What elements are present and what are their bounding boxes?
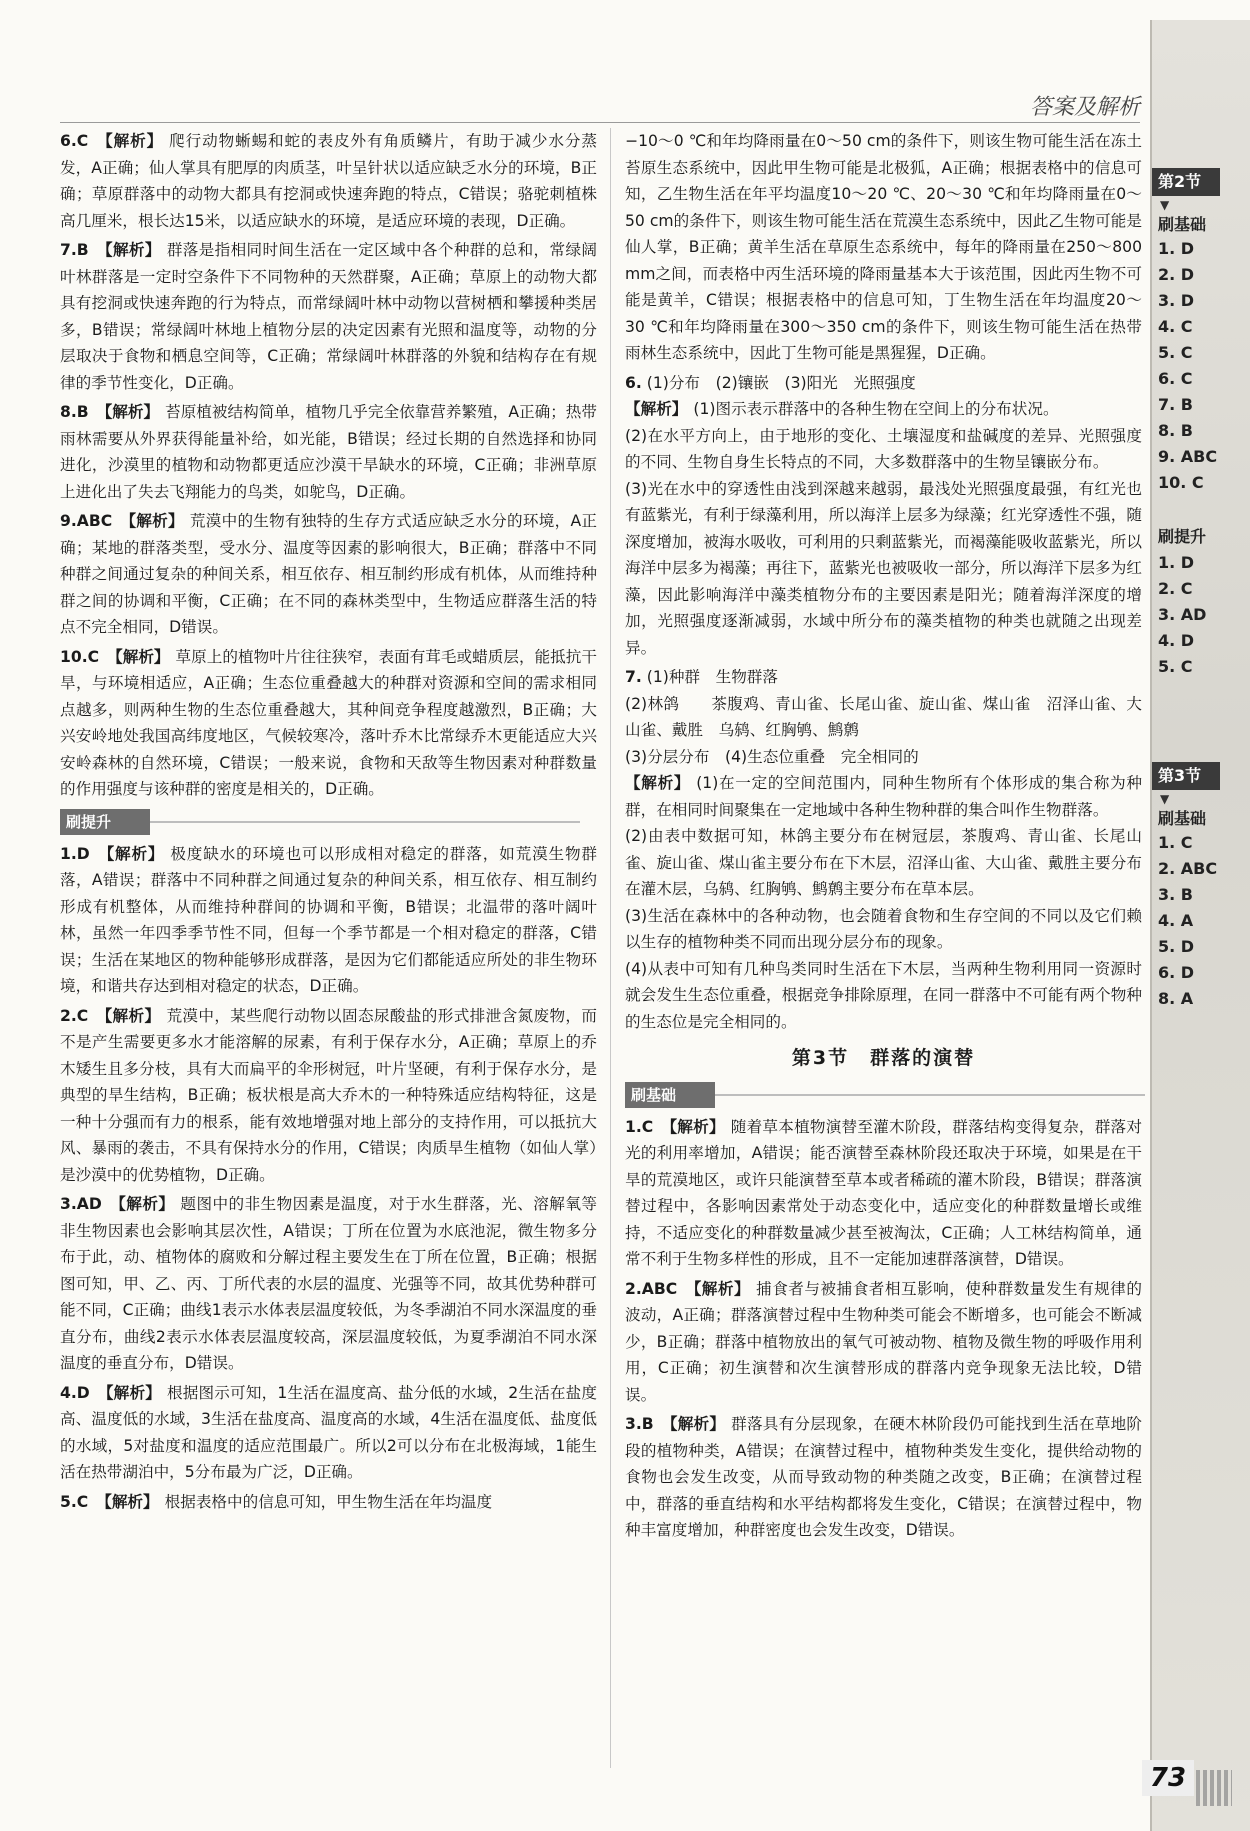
sidebar-answer: 5. C xyxy=(1158,657,1193,676)
analysis-text: 题图中的非生物因素是温度，对于水生群落，光、溶解氧等非生物因素也会影响其层次性，A错误；丁所在位置为水底池泥，微生物多分布于此，动、植物体的腐败和分解过程主要发生在丁所在位置，B正确；根据图可知，甲、乙、丙、丁所代表的水层的温度、光强等不同，故其优势种群可能不同，C正确；曲线1表示水体表层温度较低，为冬季湖泊不同水深温度的垂直分布，曲线2表示水体表层温度较高，深层温度较低，为夏季湖泊不同水深温度的垂直分布，D错误。 xyxy=(60,1195,597,1372)
left-column xyxy=(60,128,597,1518)
page-number: 73 xyxy=(1142,1760,1194,1796)
answer-value: (1)分布 (2)镶嵌 (3)阳光 光照强度 xyxy=(646,373,916,392)
answer-value: B xyxy=(641,1415,654,1433)
answer-value: (3)分层分布 (4)生态位重叠 完全相同的 xyxy=(625,747,919,766)
left-answer-list xyxy=(60,128,597,803)
analysis-text: 捕食者与被捕食者相互影响，使种群数量发生有规律的波动，A正确；群落演替过程中生物种类可能会不断增多，也可能会不断减少，B正确；群落中植物放出的氧气可被动物、植物及微生物的呼吸作用利用，C正确；初生演替和次生演替形成的群落内竞争现象无法比较，D错误。 xyxy=(625,1279,1142,1404)
analysis-tag: 【解析】 xyxy=(96,1492,159,1511)
answer-item xyxy=(60,237,597,396)
sidebar-basic-answers xyxy=(1158,830,1217,1012)
left-answer-list-2 xyxy=(60,841,597,1516)
analysis-text: 荒漠中，某些爬行动物以固态尿酸盐的形式排泄含氮废物，而不是产生需要更多水才能溶解的尿素，有利于保存水分，A正确；草原上的乔木矮生且多分枝，具有大而扁平的伞形树冠，叶片坚硬，有利于保存水分，是典型的旱生结构，B正确；板状根是高大乔木的一种特殊适应结构特征，这是一种十分强而有力的根系，能有效地增强对地上部分的支持作用，可以抵抗大风、暴雨的袭击，不具有保持水分的作用，C错误；肉质旱生植物（如仙人掌）是沙漠中的优势植物，D正确。 xyxy=(60,1006,597,1184)
analysis-tag: 【解析】 xyxy=(96,132,164,150)
sidebar-answer: 7. B xyxy=(1158,395,1193,414)
answer-value: C xyxy=(87,647,100,666)
analysis-tag: 【解析】 xyxy=(661,1117,725,1136)
answer-item xyxy=(60,1191,597,1377)
answer-item xyxy=(60,644,597,803)
analysis-tag: 【解析】 xyxy=(109,1195,175,1213)
analysis-text: (1)在一定的空间范围内，同种生物所有个体形成的集合称为种群，在相同时间聚集在一定地域中各种生物种群的集合叫作生物群落。 xyxy=(625,774,1142,819)
analysis-tag: 【解析】 xyxy=(96,1006,161,1025)
analysis-text: (2)在水平方向上，由于地形的变化、土壤湿度和盐碱度的差异、光照强度的不同、生物自身生长特点的不同，大多数群落中的生物呈镶嵌分布。 xyxy=(625,426,1142,471)
answer-number: 1. xyxy=(625,1117,642,1136)
answer-item xyxy=(60,128,597,234)
sidebar-answer: 1. D xyxy=(1158,553,1195,572)
sidebar-answer: 1. C xyxy=(1158,833,1193,852)
answer-number: 7. xyxy=(625,668,642,686)
down-arrow-icon: ▼ xyxy=(1160,792,1170,806)
answer-number: 7. xyxy=(60,241,77,259)
sidebar-tab-section-3: 第3节 xyxy=(1152,762,1220,790)
sidebar-answer: 6. C xyxy=(1158,369,1193,388)
answer-number: 8. xyxy=(60,403,77,421)
sidebar-basic-label: 刷基础 xyxy=(1158,215,1207,234)
answer-number: 3. xyxy=(625,1415,642,1433)
sidebar-answer: 5. D xyxy=(1158,937,1195,956)
answer-value: D xyxy=(76,844,90,863)
sidebar-answer: 3. AD xyxy=(1158,605,1207,624)
analysis-tag: 【解析】 xyxy=(120,512,184,530)
section-label-shua-tisheng: 刷提升 xyxy=(60,809,150,835)
sidebar-basic-label: 刷基础 xyxy=(1158,809,1207,828)
answer-number: 4. xyxy=(60,1383,77,1402)
sidebar-answer: 8. A xyxy=(1158,989,1194,1008)
analysis-text: 苔原植被结构简单，植物几乎完全依靠营养繁殖，A正确；热带雨林需要从外界获得能量补给，如光能，B错误；经过长期的自然选择和协同进化，沙漠里的植物和动物都更适应沙漠干旱缺水的环境，C正确；非洲草原上进化出了失去飞翔能力的鸟类，如鸵鸟，D正确。 xyxy=(60,403,597,501)
answer-item xyxy=(625,1114,1142,1273)
answer-item xyxy=(60,1003,597,1189)
sidebar-answer: 4. C xyxy=(1158,317,1193,336)
analysis-tag: 【解析】 xyxy=(625,774,691,792)
answer-number: 2. xyxy=(625,1279,642,1298)
right-answer-list xyxy=(625,1114,1142,1544)
sidebar-answer: 9. ABC xyxy=(1158,447,1218,466)
answer-value: B xyxy=(76,241,89,259)
answer-number: 6. xyxy=(625,373,642,392)
sidebar-up-answers xyxy=(1158,550,1206,680)
answer-item xyxy=(60,508,597,641)
answer-value: C xyxy=(76,1006,89,1025)
down-arrow-icon: ▼ xyxy=(1160,198,1170,212)
column-divider xyxy=(610,128,611,1768)
answer-item xyxy=(625,1276,1142,1409)
analysis-text: 群落是指相同时间生活在一定区域中各个种群的总和，常绿阔叶林群落是一定时空条件下不同物种的天然群聚，A正确；草原上的动物大都具有挖洞或快速奔跑的行为特点，而常绿阔叶林中动物以营树栖和攀援种类居多，B错误；常绿阔叶林地上植物分层的决定因素有光照和温度等，动物的分层取决于食物和栖息空间等，C正确；常绿阔叶林群落的外貌和结构存在有规律的季节性变化，D正确。 xyxy=(60,241,597,392)
header-title: 答案及解析 xyxy=(1029,95,1140,120)
analysis-text: 根据图示可知，1生活在温度高、盐分低的水域，2生活在盐度高、温度低的水域，3生活在盐度高、温度高的水域，4生活在温度低、盐度低的水域，5对盐度和温度的适应范围最广。所以2可以分布在北极海域，1能生活在热带湖泊中，5分布最为广泛，D正确。 xyxy=(60,1383,597,1481)
chapter-title: 第3节 群落的演替 xyxy=(791,1047,976,1069)
answer-item xyxy=(60,1380,597,1486)
sidebar-answer: 4. D xyxy=(1158,631,1195,650)
sidebar-answer: 2. ABC xyxy=(1158,859,1218,878)
analysis-text: 荒漠中的生物有独特的生存方式适应缺乏水分的环境，A正确；某地的群落类型，受水分、温度等因素的影响很大，B正确；群落中不同种群之间通过复杂的种间关系，相互依存、相互制约形成有机体，从而维持种群之间的协调和平衡，C正确；在不同的森林类型中，生物适应群落生活的特点不完全相同，D错误。 xyxy=(60,512,597,636)
decorative-dots xyxy=(1196,1770,1232,1806)
analysis-text: 草原上的植物叶片往往狭窄，表面有茸毛或蜡质层，能抵抗干旱，与环境相适应，A正确；生态位重叠越大的种群对资源和空间的需求相同点越多，则两种生物的生态位重叠越大，其种间竞争程度越激烈，B正确；大兴安岭地处我国高纬度地区，气候较寒冷，落叶乔木比常绿乔木更能适应大兴安岭森林的自然环境，C错误；一般来说，食物和天敌等生物因素对种群数量的作用强度与该种群的密度是相关的，D正确。 xyxy=(60,647,597,798)
answer-number: 9. xyxy=(60,512,77,530)
sidebar-answer: 2. C xyxy=(1158,579,1193,598)
sidebar-answer: 5. C xyxy=(1158,343,1193,362)
analysis-tag: 【解析】 xyxy=(97,1383,161,1402)
answer-number: 1. xyxy=(60,844,77,863)
sidebar-answer: 4. A xyxy=(1158,911,1194,930)
answer-value: ABC xyxy=(641,1279,678,1298)
analysis-text: 群落具有分层现象，在硬木林阶段仍可能找到生活在草地阶段的植物种类，A错误；在演替过程中，植物种类发生变化，提供给动物的食物也会发生改变，从而导致动物的种类随之改变，B正确；在演替过程中，群落的垂直结构和水平结构都将发生变化，C错误；在演替过程中，物种丰富度增加，种群密度也会发生改变，D错误。 xyxy=(625,1415,1142,1539)
answer-number: 2. xyxy=(60,1006,77,1025)
answer-value: D xyxy=(76,1383,90,1402)
analysis-text: (3)光在水中的穿透性由浅到深越来越弱，最浅处光照强度最强，有红光也有蓝紫光，有利于绿藻利用，所以海洋上层多为绿藻；红光穿透性不强，随深度增加，被海水吸收，可利用的只剩蓝紫光，而褐藻能吸收蓝紫光，所以海洋中层多为褐藻；再往下，蓝紫光也被吸收一部分，所以海洋下层多为红藻，因此影响海洋中藻类植物分布的主要因素是阳光；随着海洋深度的增加，光照强度逐渐减弱，水域中所分布的藻类植物的种类也就随之出现差异。 xyxy=(625,479,1142,657)
analysis-text: (2)由表中数据可知，林鸽主要分布在树冠层，茶腹鸡、青山雀、长尾山雀、旋山雀、煤山雀主要分布在下木层，沼泽山雀、大山雀、戴胜主要分布在灌木层，乌鸫、红胸鸲、鹪鹩主要分布在草本层。 xyxy=(625,827,1142,898)
sidebar-answer: 3. D xyxy=(1158,291,1195,310)
analysis-tag: 【解析】 xyxy=(661,1415,726,1433)
analysis-tag: 【解析】 xyxy=(685,1279,751,1298)
answer-item xyxy=(60,841,597,1000)
answer-6 xyxy=(625,370,1142,662)
analysis-text: 随着草本植物演替至灌木阶段，群落结构变得复杂，群落对光的利用率增加，A错误；能否演替至森林阶段还取决于环境，如果是在干旱的荒漠地区，或许只能演替至草本或者稀疏的灌木阶段，B错误；群落演替过程中，各影响因素常处于动态变化中，适应变化的种群数量增长或维持，不适应变化的种群数量减少甚至被淘汰，C正确；人工林结构简单，通常不利于生物多样性的形成，且不一定能加速群落演替，D错误。 xyxy=(625,1117,1142,1268)
analysis-tag: 【解析】 xyxy=(97,844,165,863)
answer-value: B xyxy=(76,403,89,421)
answer-value: C xyxy=(76,1492,89,1511)
page-header xyxy=(60,88,1140,123)
analysis-tag: 【解析】 xyxy=(107,647,170,666)
answer-number: 3. xyxy=(60,1195,77,1213)
answer-value: C xyxy=(76,132,89,150)
sidebar-answer: 2. D xyxy=(1158,265,1195,284)
analysis-text: (3)生活在森林中的各种动物，也会随着食物和生存空间的不同以及它们赖以生存的植物种类不同而出现分层分布的现象。 xyxy=(625,906,1142,951)
answer-number: 5. xyxy=(60,1492,77,1511)
analysis-text: 根据表格中的信息可知，甲生物生活在年均温度 xyxy=(164,1492,493,1511)
answer-7 xyxy=(625,664,1142,1035)
answer-value: C xyxy=(641,1117,654,1136)
answer-value: AD xyxy=(76,1195,102,1213)
continued-answer-5: −10～0 ℃和年均降雨量在0～50 cm的条件下，则该生物可能生活在冻土苔原生态系统中，因此甲生物可能是北极狐，A正确；根据表格中的信息可知，乙生物生活在年平均温度10～20 ℃、20～30 ℃和年均降雨量在0～50 cm的条件下，则该生物可能生活在荒漠生态系统中，因此乙生物可能是仙人掌，B正确；黄羊生活在草原生态系统中，每年的降雨量在250～800 mm之间，而表格中丙生活环境的降雨量基本大于该范围，因此丙生物不可能是黄羊，C错误；根据表格中的信息可知，丁生物生活在年均温度20～30 ℃和年均降雨量在300～350 cm的条件下，则该生物可能生活在热带雨林生态系统中，因此丁生物可能是黑猩猩，D正确。 xyxy=(625,132,1142,362)
analysis-tag: 【解析】 xyxy=(96,403,160,421)
answer-item xyxy=(625,1411,1142,1544)
analysis-tag: 【解析】 xyxy=(625,400,688,418)
sidebar-basic-answers xyxy=(1158,236,1217,496)
sidebar-up-label: 刷提升 xyxy=(1158,527,1207,546)
answer-number: 6. xyxy=(60,132,77,150)
answer-value: ABC xyxy=(76,512,113,530)
answer-item xyxy=(60,399,597,505)
answer-value: (2)林鸽 茶腹鸡、青山雀、长尾山雀、旋山雀、煤山雀 沼泽山雀、大山雀、戴胜 乌鸫、红胸鸲、鹪鹩 xyxy=(625,694,1142,739)
analysis-text: (1)图示表示群落中的各种生物在空间上的分布状况。 xyxy=(693,400,1059,418)
sidebar-tab-section-2: 第2节 xyxy=(1152,168,1220,196)
analysis-text: 爬行动物蜥蜴和蛇的表皮外有角质鳞片，有助于减少水分蒸发，A正确；仙人掌具有肥厚的肉质茎，叶呈针状以适应缺乏水分的环境，B正确；草原群落中的动物大都具有挖洞或快速奔跑的特点，C错误；骆驼刺植株高几厘米，根长达15米，以适应缺水的环境，是适应环境的表现，D正确。 xyxy=(60,132,597,230)
section-label-shua-jichu: 刷基础 xyxy=(625,1082,715,1108)
analysis-text: 极度缺水的环境也可以形成相对稳定的群落，如荒漠生物群落，A错误；群落中不同种群之间通过复杂的种间关系，相互依存、相互制约形成有机整体，从而维持种群间的协调和平衡，B错误；北温带的落叶阔叶林，虽然一年四季季节性不同，但每一个季节都是一个相对稳定的群落，C错误；生活在某地区的物种能够形成群落，是因为它们都能适应所处的非生物环境，和谐共存达到相对稳定的状态，D正确。 xyxy=(60,844,597,995)
analysis-tag: 【解析】 xyxy=(96,241,161,259)
answer-number: 10. xyxy=(60,647,88,666)
sidebar-answer: 6. D xyxy=(1158,963,1195,982)
sidebar-answer: 3. B xyxy=(1158,885,1193,904)
answer-value: (1)种群 生物群落 xyxy=(646,668,778,686)
analysis-text: (4)从表中可知有几种鸟类同时生活在下木层，当两种生物利用同一资源时就会发生生态位重叠，根据竞争排除原理，在同一群落中不可能有两个物种的生态位是完全相同的。 xyxy=(625,959,1142,1031)
answer-item xyxy=(60,1489,597,1516)
sidebar-answer: 1. D xyxy=(1158,239,1195,258)
sidebar-answer: 10. C xyxy=(1158,473,1204,492)
sidebar-answer: 8. B xyxy=(1158,421,1193,440)
right-column xyxy=(625,128,1142,1547)
